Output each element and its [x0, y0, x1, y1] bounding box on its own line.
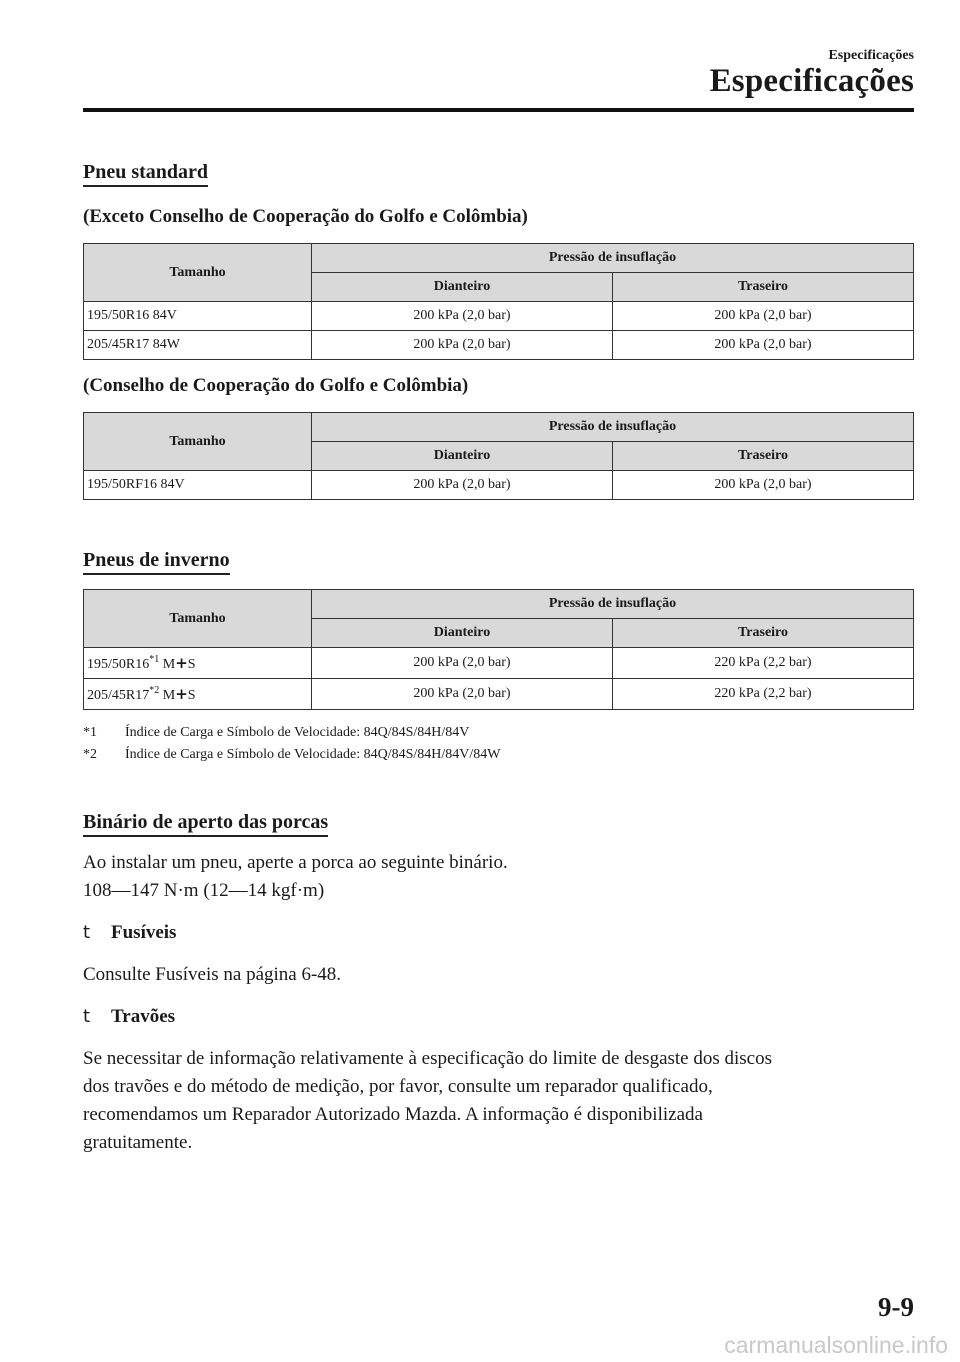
front-pressure: 200 kPa (2,0 bar): [312, 331, 613, 360]
header-section-small: Especificações: [828, 48, 914, 63]
rear-pressure: 200 kPa (2,0 bar): [613, 331, 914, 360]
tyre-size: 195/50R16: [87, 656, 150, 672]
table-row: [84, 679, 914, 710]
col-rear-header: Traseiro: [613, 442, 914, 471]
standard-tyre-title: Pneu standard: [83, 160, 208, 187]
rear-pressure: 220 kPa (2,2 bar): [613, 648, 914, 679]
bullet-icon: t: [83, 1006, 91, 1027]
torque-value: 108―147 N·m (12―14 kgf·m): [83, 880, 325, 901]
brakes-text-line: dos travões e do método de medição, por favor, consulte um reparador qualificado,: [83, 1076, 713, 1097]
brakes-title: Travões: [111, 1006, 176, 1027]
torque-title: Binário de aperto das porcas: [83, 810, 328, 837]
footnote: [83, 744, 914, 766]
standard-group2-table: [83, 412, 914, 500]
tyre-size: 195/50R16 84V: [84, 302, 312, 331]
col-size-header: Tamanho: [84, 590, 312, 648]
col-front-header: Dianteiro: [312, 273, 613, 302]
footnote-mark: *1: [83, 725, 97, 740]
front-pressure: 200 kPa (2,0 bar): [312, 471, 613, 500]
standard-group1-subtitle: (Exceto Conselho de Cooperação do Golfo e Colômbia): [83, 206, 528, 227]
winter-tyre-title: Pneus de inverno: [83, 548, 230, 575]
brakes-text: [83, 1045, 914, 1157]
header-section-title: Especificações: [709, 63, 914, 99]
front-pressure: 200 kPa (2,0 bar): [312, 302, 613, 331]
footnote-text: Índice de Carga e Símbolo de Velocidade: 84Q/84S/84H/84V/84W: [125, 747, 501, 762]
table-row: [84, 331, 914, 360]
col-size-header: Tamanho: [84, 244, 312, 302]
tyre-size: 205/45R17 84W: [84, 331, 312, 360]
tyre-size-cell: [84, 679, 312, 710]
col-pressure-header: Pressão de insuflação: [312, 590, 914, 619]
footnote-text: Índice de Carga e Símbolo de Velocidade: 84Q/84S/84H/84V: [125, 725, 470, 740]
fuses-title: Fusíveis: [111, 922, 177, 943]
brakes-heading: [83, 1003, 914, 1031]
col-size-header: Tamanho: [84, 413, 312, 471]
site-watermark: carmanualsonline.info: [724, 1332, 948, 1358]
brakes-text-line: recomendamos um Reparador Autorizado Mazda. A informação é disponibilizada: [83, 1104, 703, 1125]
col-pressure-header: Pressão de insuflação: [312, 413, 914, 442]
plus-icon: +: [175, 684, 188, 703]
front-pressure: 200 kPa (2,0 bar): [312, 679, 613, 710]
footnote: [83, 722, 914, 744]
tyre-size-cell: [84, 648, 312, 679]
brakes-text-line: gratuitamente.: [83, 1132, 193, 1153]
standard-group1-table: [83, 243, 914, 360]
ms-letter-m: M: [162, 687, 176, 703]
col-rear-header: Traseiro: [613, 273, 914, 302]
rear-pressure: 200 kPa (2,0 bar): [613, 471, 914, 500]
rear-pressure: 200 kPa (2,0 bar): [613, 302, 914, 331]
table-row: [84, 302, 914, 331]
header-rule: [83, 108, 914, 112]
standard-group2-subtitle: (Conselho de Cooperação do Golfo e Colômbia): [83, 375, 469, 396]
plus-icon: +: [175, 653, 188, 672]
col-front-header: Dianteiro: [312, 442, 613, 471]
fuses-text: Consulte Fusíveis na página 6-48.: [83, 964, 342, 985]
col-rear-header: Traseiro: [613, 619, 914, 648]
fuses-heading: [83, 919, 914, 947]
page-number: 9-9: [878, 1292, 914, 1322]
tyre-size: 205/45R17: [87, 687, 150, 703]
table-row: [84, 471, 914, 500]
ms-letter-s: S: [187, 656, 196, 672]
page-content: [83, 160, 914, 1157]
tyre-size: 195/50RF16 84V: [84, 471, 312, 500]
front-pressure: 200 kPa (2,0 bar): [312, 648, 613, 679]
col-pressure-header: Pressão de insuflação: [312, 244, 914, 273]
bullet-icon: t: [83, 922, 91, 943]
rear-pressure: 220 kPa (2,2 bar): [613, 679, 914, 710]
ms-letter-m: M: [162, 656, 176, 672]
footnote-mark: *2: [83, 747, 97, 762]
ms-letter-s: S: [187, 687, 196, 703]
footnote-mark: *1: [149, 653, 160, 665]
table-row: [84, 648, 914, 679]
col-front-header: Dianteiro: [312, 619, 613, 648]
torque-text: Ao instalar um pneu, aperte a porca ao seguinte binário.: [83, 852, 508, 873]
winter-table: [83, 589, 914, 710]
brakes-text-line: Se necessitar de informação relativamente à especificação do limite de desgaste dos discos: [83, 1048, 773, 1069]
footnote-mark: *2: [149, 684, 160, 696]
